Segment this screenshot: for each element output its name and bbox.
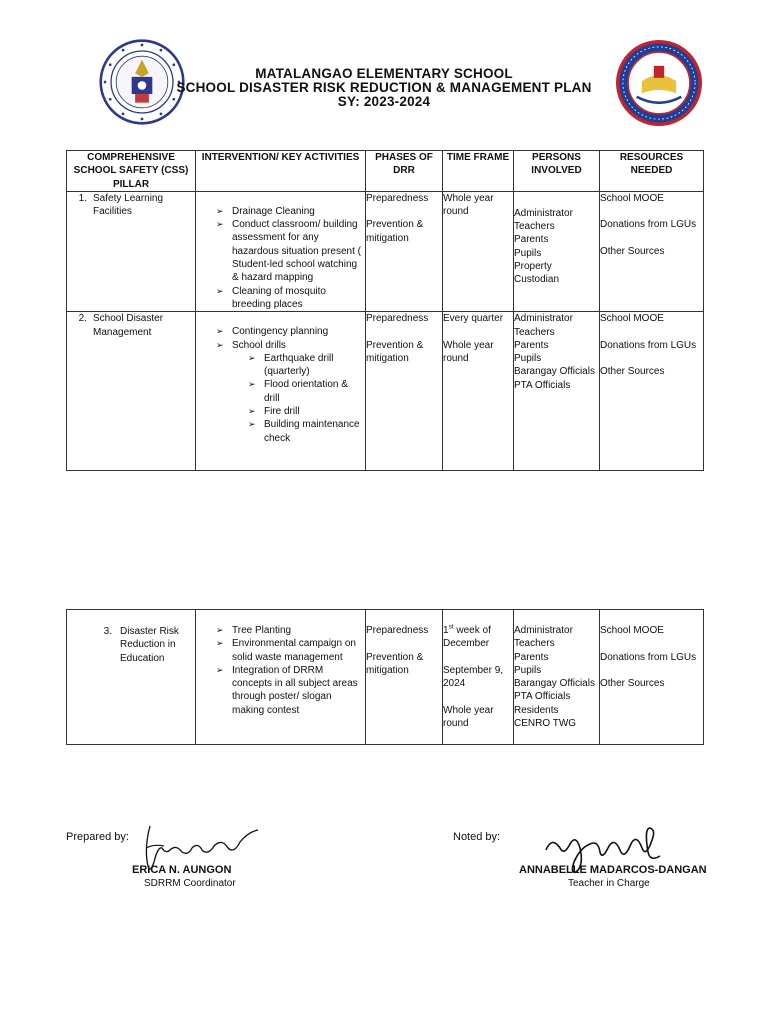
pillar-label: Disaster Risk Reduction in Education (120, 626, 179, 664)
pillar-cell (67, 191, 196, 311)
phases-cell: Preparedness Prevention & mitigation (366, 610, 443, 745)
time-frame-cell: Whole year round (443, 191, 514, 311)
list-item: ➢ Fire drill (248, 406, 300, 418)
prepared-by-name: ERICA N. AUNGON (132, 864, 232, 876)
drrm-plan-table (66, 150, 704, 471)
prepared-by-label: Prepared by: (66, 831, 129, 843)
persons-cell: Administrator Teachers Parents Pupils Barangay Officials PTA Officials (514, 312, 600, 471)
pillar-label: School Disaster Management (93, 313, 164, 338)
pillar-number: 2. (78, 313, 87, 325)
phases-cell: Preparedness Prevention & mitigation (366, 312, 443, 471)
arrow-bullet-icon: ➢ (216, 219, 224, 230)
time-frame-cell: Every quarter Whole year round (443, 312, 514, 471)
noted-by-label: Noted by: (453, 831, 501, 843)
plan-title: SCHOOL DISASTER RISK REDUCTION & MANAGEMENT PLAN (176, 80, 592, 95)
arrow-bullet-icon: ➢ (248, 419, 256, 430)
phases-cell: Preparedness Prevention & mitigation (366, 191, 443, 311)
school-name: MATALANGAO ELEMENTARY SCHOOL (255, 66, 513, 81)
header-css-pillar: COMPREHENSIVE SCHOOL SAFETY (CSS) PILLAR (67, 151, 196, 192)
activities-cell (196, 312, 366, 471)
list-item: ➢ Contingency planning (216, 326, 329, 338)
arrow-bullet-icon: ➢ (216, 664, 224, 675)
arrow-bullet-icon: ➢ (216, 339, 224, 350)
persons-cell: Administrator Teachers Parents Pupils Barangay Officials PTA Officials Residents CENRO TWG (514, 610, 600, 745)
arrow-bullet-icon: ➢ (216, 285, 224, 296)
pillar-cell (67, 312, 196, 471)
header-resources: RESOURCES NEEDED (600, 151, 704, 192)
time-frame-cell: 1st week of December September 9, 2024 Whole year round (443, 610, 514, 745)
resources-cell: School MOOE Donations from LGUs Other Sources (600, 610, 704, 745)
header-persons: PERSONS INVOLVED (514, 151, 600, 192)
list-item: ➢ Integration of DRRM concepts in all subject areas through poster/ slogan making contest (216, 664, 358, 716)
arrow-bullet-icon: ➢ (248, 379, 256, 390)
header-activities: INTERVENTION/ KEY ACTIVITIES (196, 151, 366, 192)
resources-cell: School MOOE Donations from LGUs Other Sources (600, 191, 704, 311)
school-year: SY: 2023-2024 (337, 94, 431, 109)
table-row (67, 610, 704, 745)
arrow-bullet-icon: ➢ (216, 625, 224, 635)
header-phases: PHASES OF DRR (366, 151, 443, 192)
arrow-bullet-icon: ➢ (216, 326, 224, 337)
pillar-label: Safety Learning Facilities (93, 192, 164, 218)
arrow-bullet-icon: ➢ (248, 406, 256, 417)
table-row (67, 191, 704, 311)
arrow-bullet-icon: ➢ (216, 638, 224, 649)
pillar-cell (67, 610, 196, 745)
list-item: ➢ Environmental campaign on solid waste management (216, 638, 356, 663)
activities-cell (196, 191, 366, 311)
noted-by-name: ANNABELLE MADARCOS-DANGAN (519, 864, 707, 876)
list-item: ➢ Tree Planting (216, 625, 292, 636)
arrow-bullet-icon: ➢ (216, 205, 224, 216)
list-item: ➢ Conduct classroom/ building assessment for any hazardous situation present ( Student-led school watching & hazard mapping (216, 219, 361, 284)
arrow-bullet-icon: ➢ (248, 352, 256, 363)
header-time-frame: TIME FRAME (443, 151, 514, 192)
pillar-number: 3. (103, 626, 112, 637)
table-header-row (67, 151, 704, 192)
noted-by-role: Teacher in Charge (568, 878, 650, 889)
table-row (67, 312, 704, 471)
list-item: ➢ Cleaning of mosquito breeding places (216, 285, 326, 310)
list-item: ➢ Building maintenance check (248, 419, 360, 444)
pillar-number: 1. (78, 192, 87, 204)
drrm-plan-table-continued (66, 609, 704, 745)
list-item: ➢ Earthquake drill (quarterly) (248, 352, 334, 378)
persons-cell: Administrator Teachers Parents Pupils Property Custodian (514, 191, 600, 311)
list-item: ➢ Drainage Cleaning (216, 205, 315, 217)
resources-cell: School MOOE Donations from LGUs Other Sources (600, 312, 704, 471)
prepared-by-role: SDRRM Coordinator (144, 878, 236, 889)
list-item: ➢ Flood orientation & drill (248, 379, 348, 404)
list-item: ➢ School drills ➢ Earthquake drill (quarterly) ➢ Flood orientation & drill ➢ Fire drill ➢ Building maintenance check (216, 339, 363, 445)
activities-cell (196, 610, 366, 745)
